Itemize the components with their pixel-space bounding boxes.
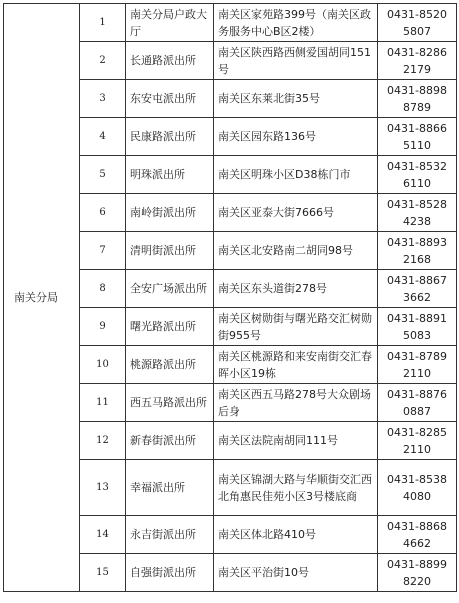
station-name: 新春街派出所: [126, 422, 214, 460]
district-cell: 南关分局: [4, 4, 80, 592]
station-name: 长通路派出所: [126, 42, 214, 80]
station-address: 南关区亚泰大街7666号: [214, 194, 378, 232]
station-phone: 0431-88684662: [378, 516, 457, 554]
station-phone: 0431-85205807: [378, 4, 457, 42]
station-phone: 0431-88673662: [378, 270, 457, 308]
station-name: 西五马路派出所: [126, 384, 214, 422]
station-phone: 0431-85384080: [378, 460, 457, 516]
row-number: 4: [80, 118, 126, 156]
row-number: 14: [80, 516, 126, 554]
station-name: 桃源路派出所: [126, 346, 214, 384]
station-phone: 0431-88665110: [378, 118, 457, 156]
station-address: 南关区东头道街278号: [214, 270, 378, 308]
station-phone: 0431-85326110: [378, 156, 457, 194]
station-name: 曙光路派出所: [126, 308, 214, 346]
station-phone: 0431-88915083: [378, 308, 457, 346]
station-address: 南关区法院南胡同111号: [214, 422, 378, 460]
station-name: 清明街派出所: [126, 232, 214, 270]
station-name: 全安广场派出所: [126, 270, 214, 308]
station-address: 南关区陕西路西侧爱国胡同151号: [214, 42, 378, 80]
station-name: 民康路派出所: [126, 118, 214, 156]
station-address: 南关区平治街10号: [214, 554, 378, 592]
station-phone: 0431-88998220: [378, 554, 457, 592]
row-number: 10: [80, 346, 126, 384]
row-number: 7: [80, 232, 126, 270]
table-row: [4, 4, 457, 42]
station-phone: 0431-88932168: [378, 232, 457, 270]
station-address: 南关区北安路南二胡同98号: [214, 232, 378, 270]
station-address: 南关区桃源路和来安南街交汇春晖小区19栋: [214, 346, 378, 384]
station-name: 明珠派出所: [126, 156, 214, 194]
station-phone: 0431-88760887: [378, 384, 457, 422]
row-number: 8: [80, 270, 126, 308]
station-name: 幸福派出所: [126, 460, 214, 516]
station-address: 南关区家苑路399号（南关区政务服务中心B区2楼）: [214, 4, 378, 42]
station-phone: 0431-87892110: [378, 346, 457, 384]
station-phone: 0431-82852110: [378, 422, 457, 460]
station-name: 东安屯派出所: [126, 80, 214, 118]
row-number: 6: [80, 194, 126, 232]
row-number: 13: [80, 460, 126, 516]
station-name: 南岭街派出所: [126, 194, 214, 232]
station-address: 南关区明珠小区D38栋门市: [214, 156, 378, 194]
row-number: 11: [80, 384, 126, 422]
row-number: 3: [80, 80, 126, 118]
station-phone: 0431-85284238: [378, 194, 457, 232]
station-address: 南关区树勋街与曙光路交汇树勋街955号: [214, 308, 378, 346]
station-name: 永吉街派出所: [126, 516, 214, 554]
police-station-table: [3, 3, 457, 592]
station-phone: 0431-82862179: [378, 42, 457, 80]
row-number: 9: [80, 308, 126, 346]
station-name: 南关分局户政大厅: [126, 4, 214, 42]
row-number: 15: [80, 554, 126, 592]
station-address: 南关区园东路136号: [214, 118, 378, 156]
row-number: 12: [80, 422, 126, 460]
station-address: 南关区东莱北街35号: [214, 80, 378, 118]
row-number: 1: [80, 4, 126, 42]
station-address: 南关区西五马路278号大众剧场后身: [214, 384, 378, 422]
row-number: 2: [80, 42, 126, 80]
row-number: 5: [80, 156, 126, 194]
station-address: 南关区锦湖大路与华顺街交汇西北角惠民佳苑小区3号楼底商: [214, 460, 378, 516]
station-phone: 0431-88988789: [378, 80, 457, 118]
station-name: 自强街派出所: [126, 554, 214, 592]
station-address: 南关区体北路410号: [214, 516, 378, 554]
